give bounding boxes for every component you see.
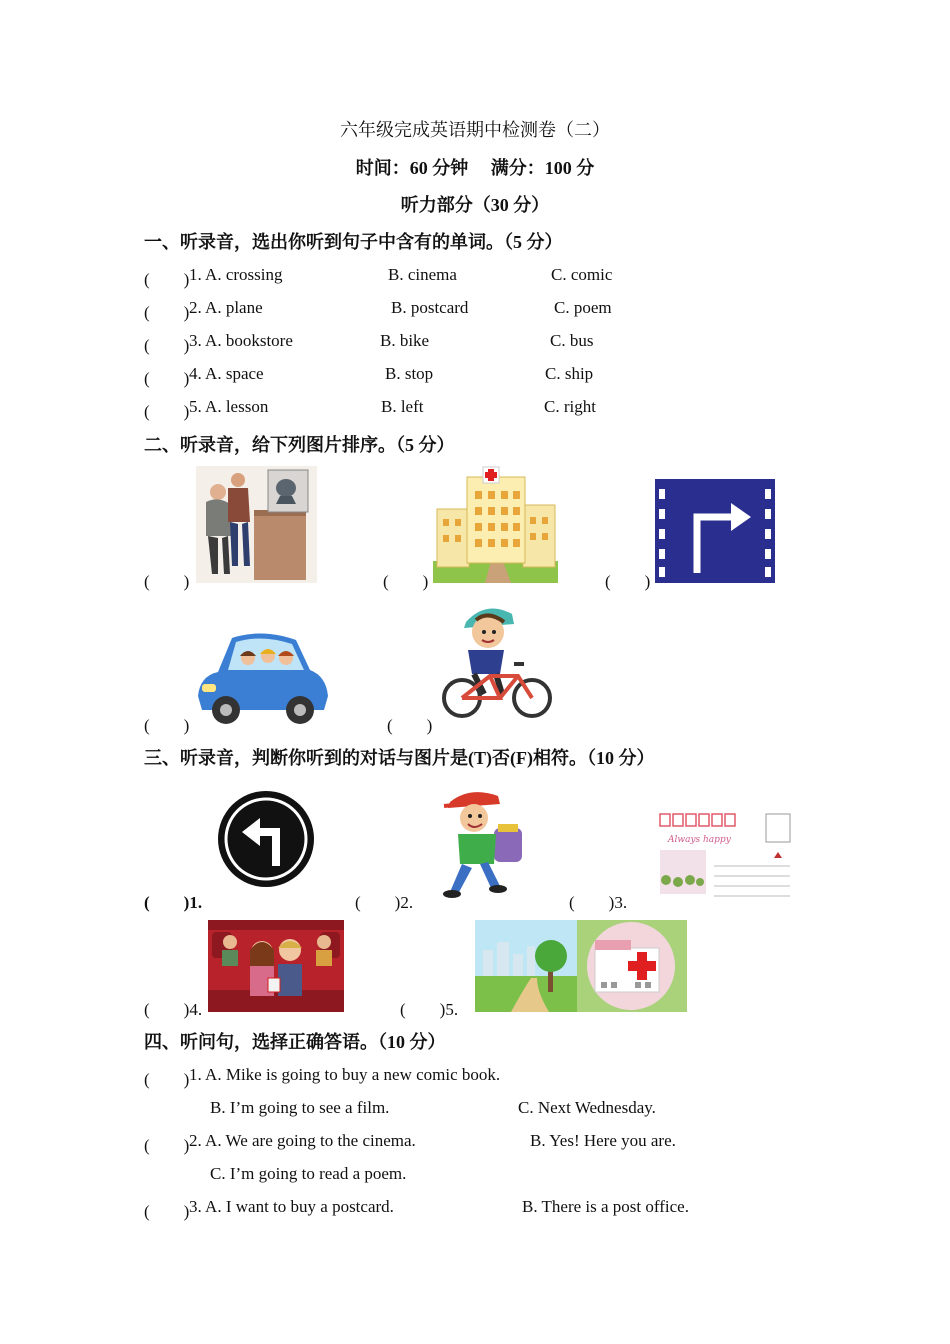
turn-left-sign-image [216,784,316,892]
answer-blank[interactable]: ( ) [144,303,190,322]
answer-blank[interactable]: ( ) [144,270,190,289]
turn-right-sign-image [655,479,775,583]
boy-riding-bike-image [440,602,556,722]
question-1-option-a: 1. A. Mike is going to buy a new comic book. [189,1065,501,1084]
answer-blank[interactable]: ( ) [144,716,190,735]
section3-heading: 三、听录音，判断你听到的对话与图片是(T)否(F)相符。（10 分） [144,748,655,768]
answer-blank[interactable]: ( ) [383,572,429,591]
boy-walking-to-school-image [440,790,528,902]
section1-heading: 一、听录音，选出你听到句子中含有的单词。（5 分） [144,232,563,252]
page-title: 六年级完成英语期中检测卷（二） [340,120,610,140]
answer-blank[interactable]: ( ) [144,1070,190,1089]
question-1-option-c: C. comic [551,265,613,284]
question-3-option-b: B. There is a post office. [522,1197,689,1216]
question-1-option-b: B. cinema [388,265,457,284]
question-4-option-b: B. stop [385,364,434,383]
tf-item-3-label[interactable]: ( )3. [569,893,628,912]
tf-item-4-label[interactable]: ( )4. [144,1000,203,1019]
postcard-image [654,810,797,906]
question-5-option-c: C. right [544,397,596,416]
tf-item-1-label[interactable]: ( )1. [144,893,203,912]
question-5-option-a: 5. A. lesson [189,397,269,416]
question-1-option-b: B. I’m going to see a film. [210,1098,390,1117]
part-title: 听力部分（30 分） [400,195,550,215]
cinema-audience-image [208,920,344,1012]
question-3-option-b: B. bike [380,331,430,350]
postcard-greeting: Always happy [668,835,731,845]
question-5-option-b: B. left [381,397,424,416]
question-1-option-a: 1. A. crossing [189,265,283,284]
tf-item-2-label[interactable]: ( )2. [355,893,414,912]
answer-blank[interactable]: ( ) [144,336,190,355]
answer-blank[interactable]: ( ) [144,1136,190,1155]
question-3-option-c: C. bus [550,331,594,350]
question-2-option-a: 2. A. plane [189,298,263,317]
answer-blank[interactable]: ( ) [144,402,190,421]
answer-blank[interactable]: ( ) [144,572,190,591]
family-car-image [192,626,330,726]
section4-heading: 四、听问句，选择正确答语。（10 分） [144,1032,446,1052]
exam-time-info: 时间：60 分钟 满分：100 分 [355,158,595,178]
question-4-option-c: C. ship [545,364,594,383]
question-3-option-a: 3. A. bookstore [189,331,293,350]
question-2-option-c: C. poem [554,298,612,317]
tf-item-5-label[interactable]: ( )5. [400,1000,459,1019]
section2-heading: 二、听录音，给下列图片排序。（5 分） [144,435,455,455]
question-2-option-a: 2. A. We are going to the cinema. [189,1131,416,1150]
hospital-image [433,465,558,583]
question-3-option-a: 3. A. I want to buy a postcard. [189,1197,394,1216]
question-4-option-a: 4. A. space [189,364,264,383]
question-2-option-b: B. Yes! Here you are. [530,1131,676,1150]
question-2-option-b: B. postcard [391,298,469,317]
answer-blank[interactable]: ( ) [144,1202,190,1221]
answer-blank[interactable]: ( ) [387,716,433,735]
museum-visitors-image [196,466,317,583]
answer-blank[interactable]: ( ) [144,369,190,388]
park-image [475,920,577,1012]
hospital-circle-image [577,920,687,1012]
question-1-option-c: C. Next Wednesday. [518,1098,656,1117]
answer-blank[interactable]: ( ) [605,572,651,591]
question-2-option-c: C. I’m going to read a poem. [210,1164,407,1183]
